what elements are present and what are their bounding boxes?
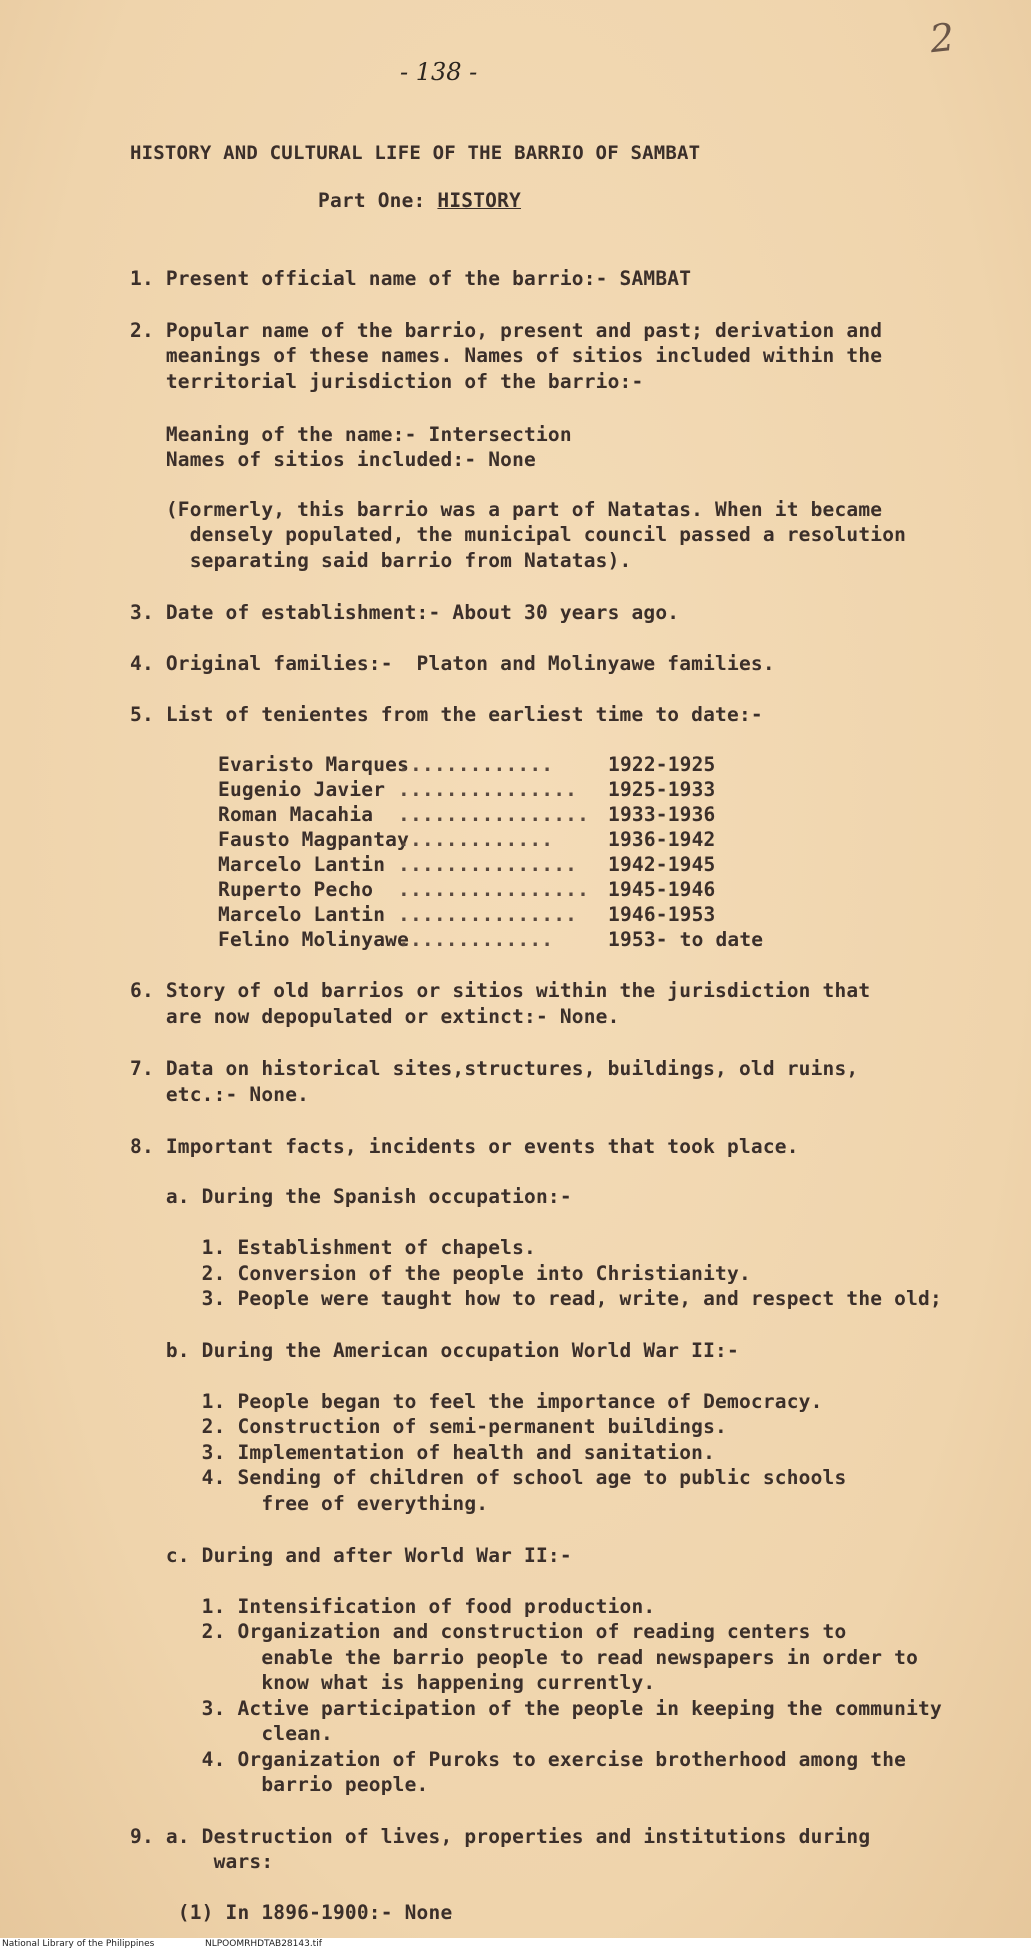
teniente-name: Evaristo Marques bbox=[218, 753, 410, 776]
leader-dots: ............... bbox=[398, 853, 578, 876]
item-2-line-2: meanings of these names. Names of sitios included within the bbox=[130, 344, 883, 367]
item-9a-line-2: wars: bbox=[130, 1850, 274, 1873]
page-number: - 138 - bbox=[400, 58, 478, 86]
teniente-name: Felino Molinyawe bbox=[218, 928, 410, 951]
item-8a: a. During the Spanish occupation:- bbox=[130, 1185, 572, 1208]
item-8c-1: 1. Intensification of food production. bbox=[130, 1595, 656, 1618]
item-7-line-1: 7. Data on historical sites,structures, buildings, old ruins, bbox=[130, 1057, 859, 1080]
teniente-name: Marcelo Lantin bbox=[218, 853, 386, 876]
teniente-years: 1942-1945 bbox=[608, 853, 716, 876]
item-8: 8. Important facts, incidents or events that took place. bbox=[130, 1135, 799, 1158]
item-8c: c. During and after World War II:- bbox=[130, 1544, 572, 1567]
item-8a-1: 1. Establishment of chapels. bbox=[130, 1236, 536, 1259]
teniente-years: 1953- to date bbox=[608, 928, 764, 951]
item-8b-1: 1. People began to feel the importance of Democracy. bbox=[130, 1390, 823, 1413]
teniente-years: 1933-1936 bbox=[608, 803, 716, 826]
item-2-sitios: Names of sitios included:- None bbox=[130, 448, 536, 471]
item-7-line-2: etc.:- None. bbox=[130, 1083, 310, 1106]
footer-file-name: NLPOOMRHDTAB28143.tif bbox=[205, 1939, 322, 1949]
item-8c-2-line-1: 2. Organization and construction of reading centers to bbox=[130, 1620, 847, 1643]
item-2-note-line-3: separating said barrio from Natatas). bbox=[130, 549, 632, 572]
item-2-meaning: Meaning of the name:- Intersection bbox=[130, 423, 572, 446]
item-6-line-1: 6. Story of old barrios or sitios within the jurisdiction that bbox=[130, 979, 871, 1002]
item-8c-2-line-2: enable the barrio people to read newspapers in order to bbox=[130, 1646, 919, 1669]
leader-dots: ............... bbox=[398, 778, 578, 801]
footer-library-name: National Library of the Philippines bbox=[2, 1939, 155, 1949]
item-8c-4-line-1: 4. Organization of Puroks to exercise brotherhood among the bbox=[130, 1748, 907, 1771]
item-8a-2: 2. Conversion of the people into Christianity. bbox=[130, 1262, 751, 1285]
item-2-line-3: territorial jurisdiction of the barrio:- bbox=[130, 370, 644, 393]
leader-dots: ............. bbox=[398, 753, 554, 776]
item-1: 1. Present official name of the barrio:- SAMBAT bbox=[130, 267, 692, 290]
leader-dots: ................ bbox=[398, 803, 590, 826]
item-5: 5. List of tenientes from the earliest time to date:- bbox=[130, 703, 763, 726]
item-8a-3: 3. People were taught how to read, write, and respect the old; bbox=[130, 1287, 942, 1310]
item-2-note-line-2: densely populated, the municipal council passed a resolution bbox=[130, 523, 907, 546]
scan-footer bbox=[0, 1938, 1031, 1950]
part-label: Part One: bbox=[318, 189, 426, 212]
teniente-name: Ruperto Pecho bbox=[218, 878, 374, 901]
handwritten-page-number: 2 bbox=[927, 14, 957, 62]
teniente-years: 1925-1933 bbox=[608, 778, 716, 801]
item-8b-2: 2. Construction of semi-permanent buildings. bbox=[130, 1415, 727, 1438]
item-9a-line-1: 9. a. Destruction of lives, properties and institutions during bbox=[130, 1825, 871, 1848]
item-8b-4-line-2: free of everything. bbox=[130, 1492, 489, 1515]
teniente-name: Roman Macahia bbox=[218, 803, 374, 826]
item-2-note-line-1: (Formerly, this barrio was a part of Natatas. When it became bbox=[130, 498, 883, 521]
item-8c-4-line-2: barrio people. bbox=[130, 1773, 429, 1796]
teniente-name: Marcelo Lantin bbox=[218, 903, 386, 926]
item-8c-3-line-1: 3. Active participation of the people in keeping the community bbox=[130, 1697, 942, 1720]
leader-dots: ............... bbox=[398, 903, 578, 926]
leader-dots: ............. bbox=[398, 828, 554, 851]
item-3: 3. Date of establishment:- About 30 years ago. bbox=[130, 601, 680, 624]
item-8c-2-line-3: know what is happening currently. bbox=[130, 1671, 656, 1694]
item-8b: b. During the American occupation World War II:- bbox=[130, 1339, 739, 1362]
teniente-years: 1945-1946 bbox=[608, 878, 716, 901]
teniente-name: Eugenio Javier bbox=[218, 778, 386, 801]
document-title: HISTORY AND CULTURAL LIFE OF THE BARRIO OF SAMBAT bbox=[130, 142, 701, 164]
teniente-name: Fausto Magpantay bbox=[218, 828, 410, 851]
teniente-years: 1936-1942 bbox=[608, 828, 716, 851]
part-title: HISTORY bbox=[437, 189, 522, 212]
item-8b-4-line-1: 4. Sending of children of school age to public schools bbox=[130, 1466, 847, 1489]
teniente-years: 1922-1925 bbox=[608, 753, 716, 776]
item-4: 4. Original families:- Platon and Molinyawe families. bbox=[130, 652, 775, 675]
item-8c-3-line-2: clean. bbox=[130, 1722, 333, 1745]
leader-dots: ............. bbox=[398, 928, 554, 951]
item-6-line-2: are now depopulated or extinct:- None. bbox=[130, 1005, 620, 1028]
teniente-years: 1946-1953 bbox=[608, 903, 716, 926]
item-2-line-1: 2. Popular name of the barrio, present and past; derivation and bbox=[130, 319, 883, 342]
part-heading bbox=[318, 188, 521, 214]
item-9a-1: (1) In 1896-1900:- None bbox=[130, 1901, 453, 1924]
item-8b-3: 3. Implementation of health and sanitation. bbox=[130, 1441, 716, 1464]
leader-dots: ................ bbox=[398, 878, 590, 901]
